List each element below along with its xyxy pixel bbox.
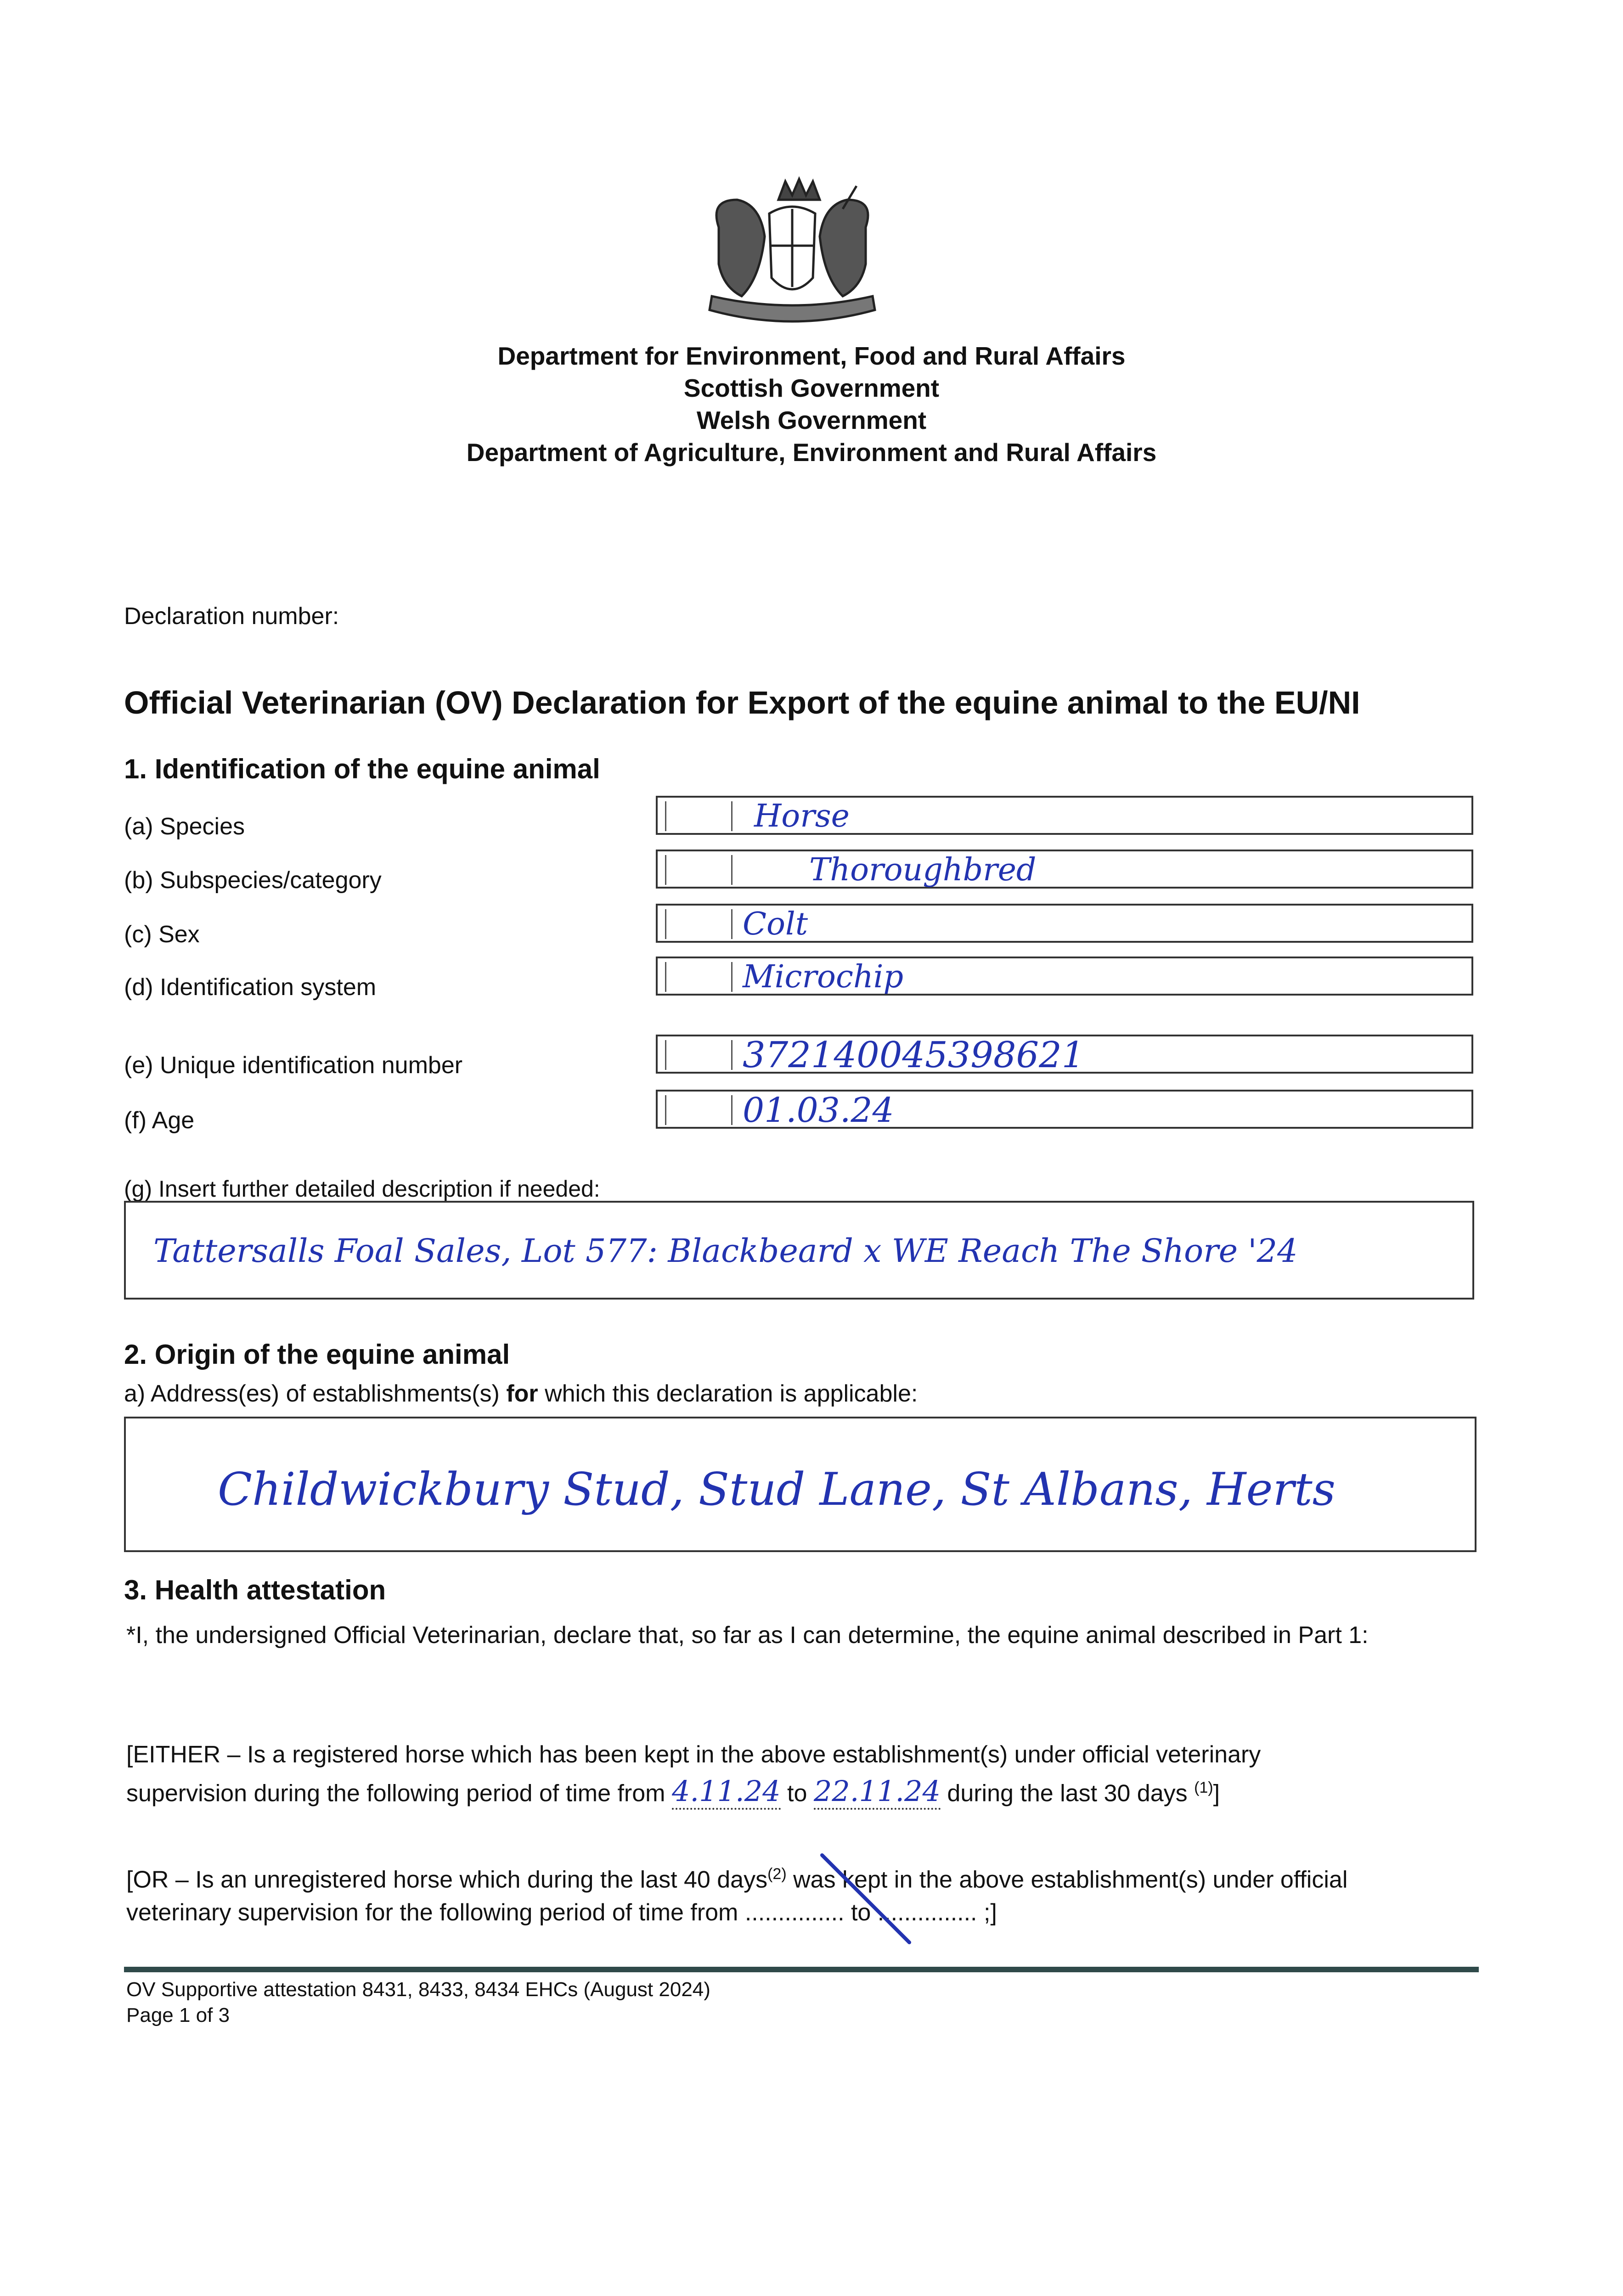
- or-clause: [OR – Is an unregistered horse which during the last 40 days$^{(2)}$ was kept in the above establishment(s) under official veterinary supervision for the following period of time from ............... to ............... ;]: [126, 1865, 1348, 1926]
- identification-system-field[interactable]: [656, 957, 1473, 996]
- species-field[interactable]: [656, 796, 1473, 835]
- identification-system-label: (d) Identification system: [124, 974, 377, 1001]
- footer-attestation-ref: OV Supportive attestation 8431, 8433, 8434 EHCs (August 2024): [126, 1978, 710, 2001]
- unique-id-field[interactable]: [656, 1035, 1473, 1074]
- section1-heading: 1. Identification of the equine animal: [124, 754, 600, 784]
- footer-rule: [124, 1967, 1479, 1972]
- either-clause: [EITHER – Is a registered horse which has been kept in the above establishment(s) under official veterinary supervision during the following period of time from 4.11.24 to 22.11.24 during the last 30 days $^{(1)}$]: [126, 1738, 1474, 1810]
- section3-heading: 3. Health attestation: [124, 1575, 386, 1605]
- age-field[interactable]: [656, 1090, 1473, 1129]
- further-description-field[interactable]: [124, 1201, 1474, 1300]
- identification-system-value: Microchip: [743, 959, 904, 995]
- further-description-value: Tattersalls Foal Sales, Lot 577: Blackbeard x WE Reach The Shore '24: [153, 1232, 1298, 1270]
- sex-field[interactable]: [656, 904, 1473, 943]
- age-value: 01.03.24: [743, 1091, 894, 1130]
- section2-heading: 2. Origin of the equine animal: [124, 1339, 510, 1370]
- further-description-label: (g) Insert further detailed description if needed:: [124, 1176, 600, 1202]
- subspecies-field[interactable]: [656, 850, 1473, 889]
- unique-id-value: 372140045398621: [743, 1035, 1085, 1076]
- agency-defra: Department for Environment, Food and Rural Affairs: [497, 342, 1126, 370]
- page-title: Official Veterinarian (OV) Declaration for Export of the equine animal to the EU/NI: [124, 685, 1360, 720]
- declaration-number-label: Declaration number:: [124, 603, 339, 630]
- sex-label: (c) Sex: [124, 921, 200, 948]
- royal-coat-of-arms-icon: [691, 172, 893, 335]
- strikethrough-mark: [817, 1851, 914, 1947]
- either-from-date: 4.11.24: [672, 1774, 781, 1810]
- sex-value: Colt: [743, 906, 808, 942]
- agency-welsh-government: Welsh Government: [696, 406, 927, 434]
- subspecies-value: Thoroughbred: [809, 852, 1037, 888]
- address-field[interactable]: [124, 1417, 1476, 1552]
- health-attestation-intro: *I, the undersigned Official Veterinarian, declare that, so far as I can determine, the equine animal described in Part 1:: [126, 1622, 1369, 1649]
- species-label: (a) Species: [124, 813, 245, 840]
- address-label: a) Address(es) of establishments(s) for which this declaration is applicable:: [124, 1380, 918, 1407]
- subspecies-label: (b) Subspecies/category: [124, 867, 382, 894]
- page-number: Page 1 of 3: [126, 2004, 230, 2026]
- agency-scottish-government: Scottish Government: [683, 374, 940, 402]
- unique-id-label: (e) Unique identification number: [124, 1052, 463, 1079]
- address-value: Childwickbury Stud, Stud Lane, St Albans, Herts: [218, 1463, 1336, 1516]
- species-value: Horse: [754, 798, 850, 834]
- agency-daera: Department of Agriculture, Environment and Rural Affairs: [466, 438, 1157, 467]
- either-to-date: 22.11.24: [814, 1774, 941, 1810]
- age-label: (f) Age: [124, 1107, 195, 1134]
